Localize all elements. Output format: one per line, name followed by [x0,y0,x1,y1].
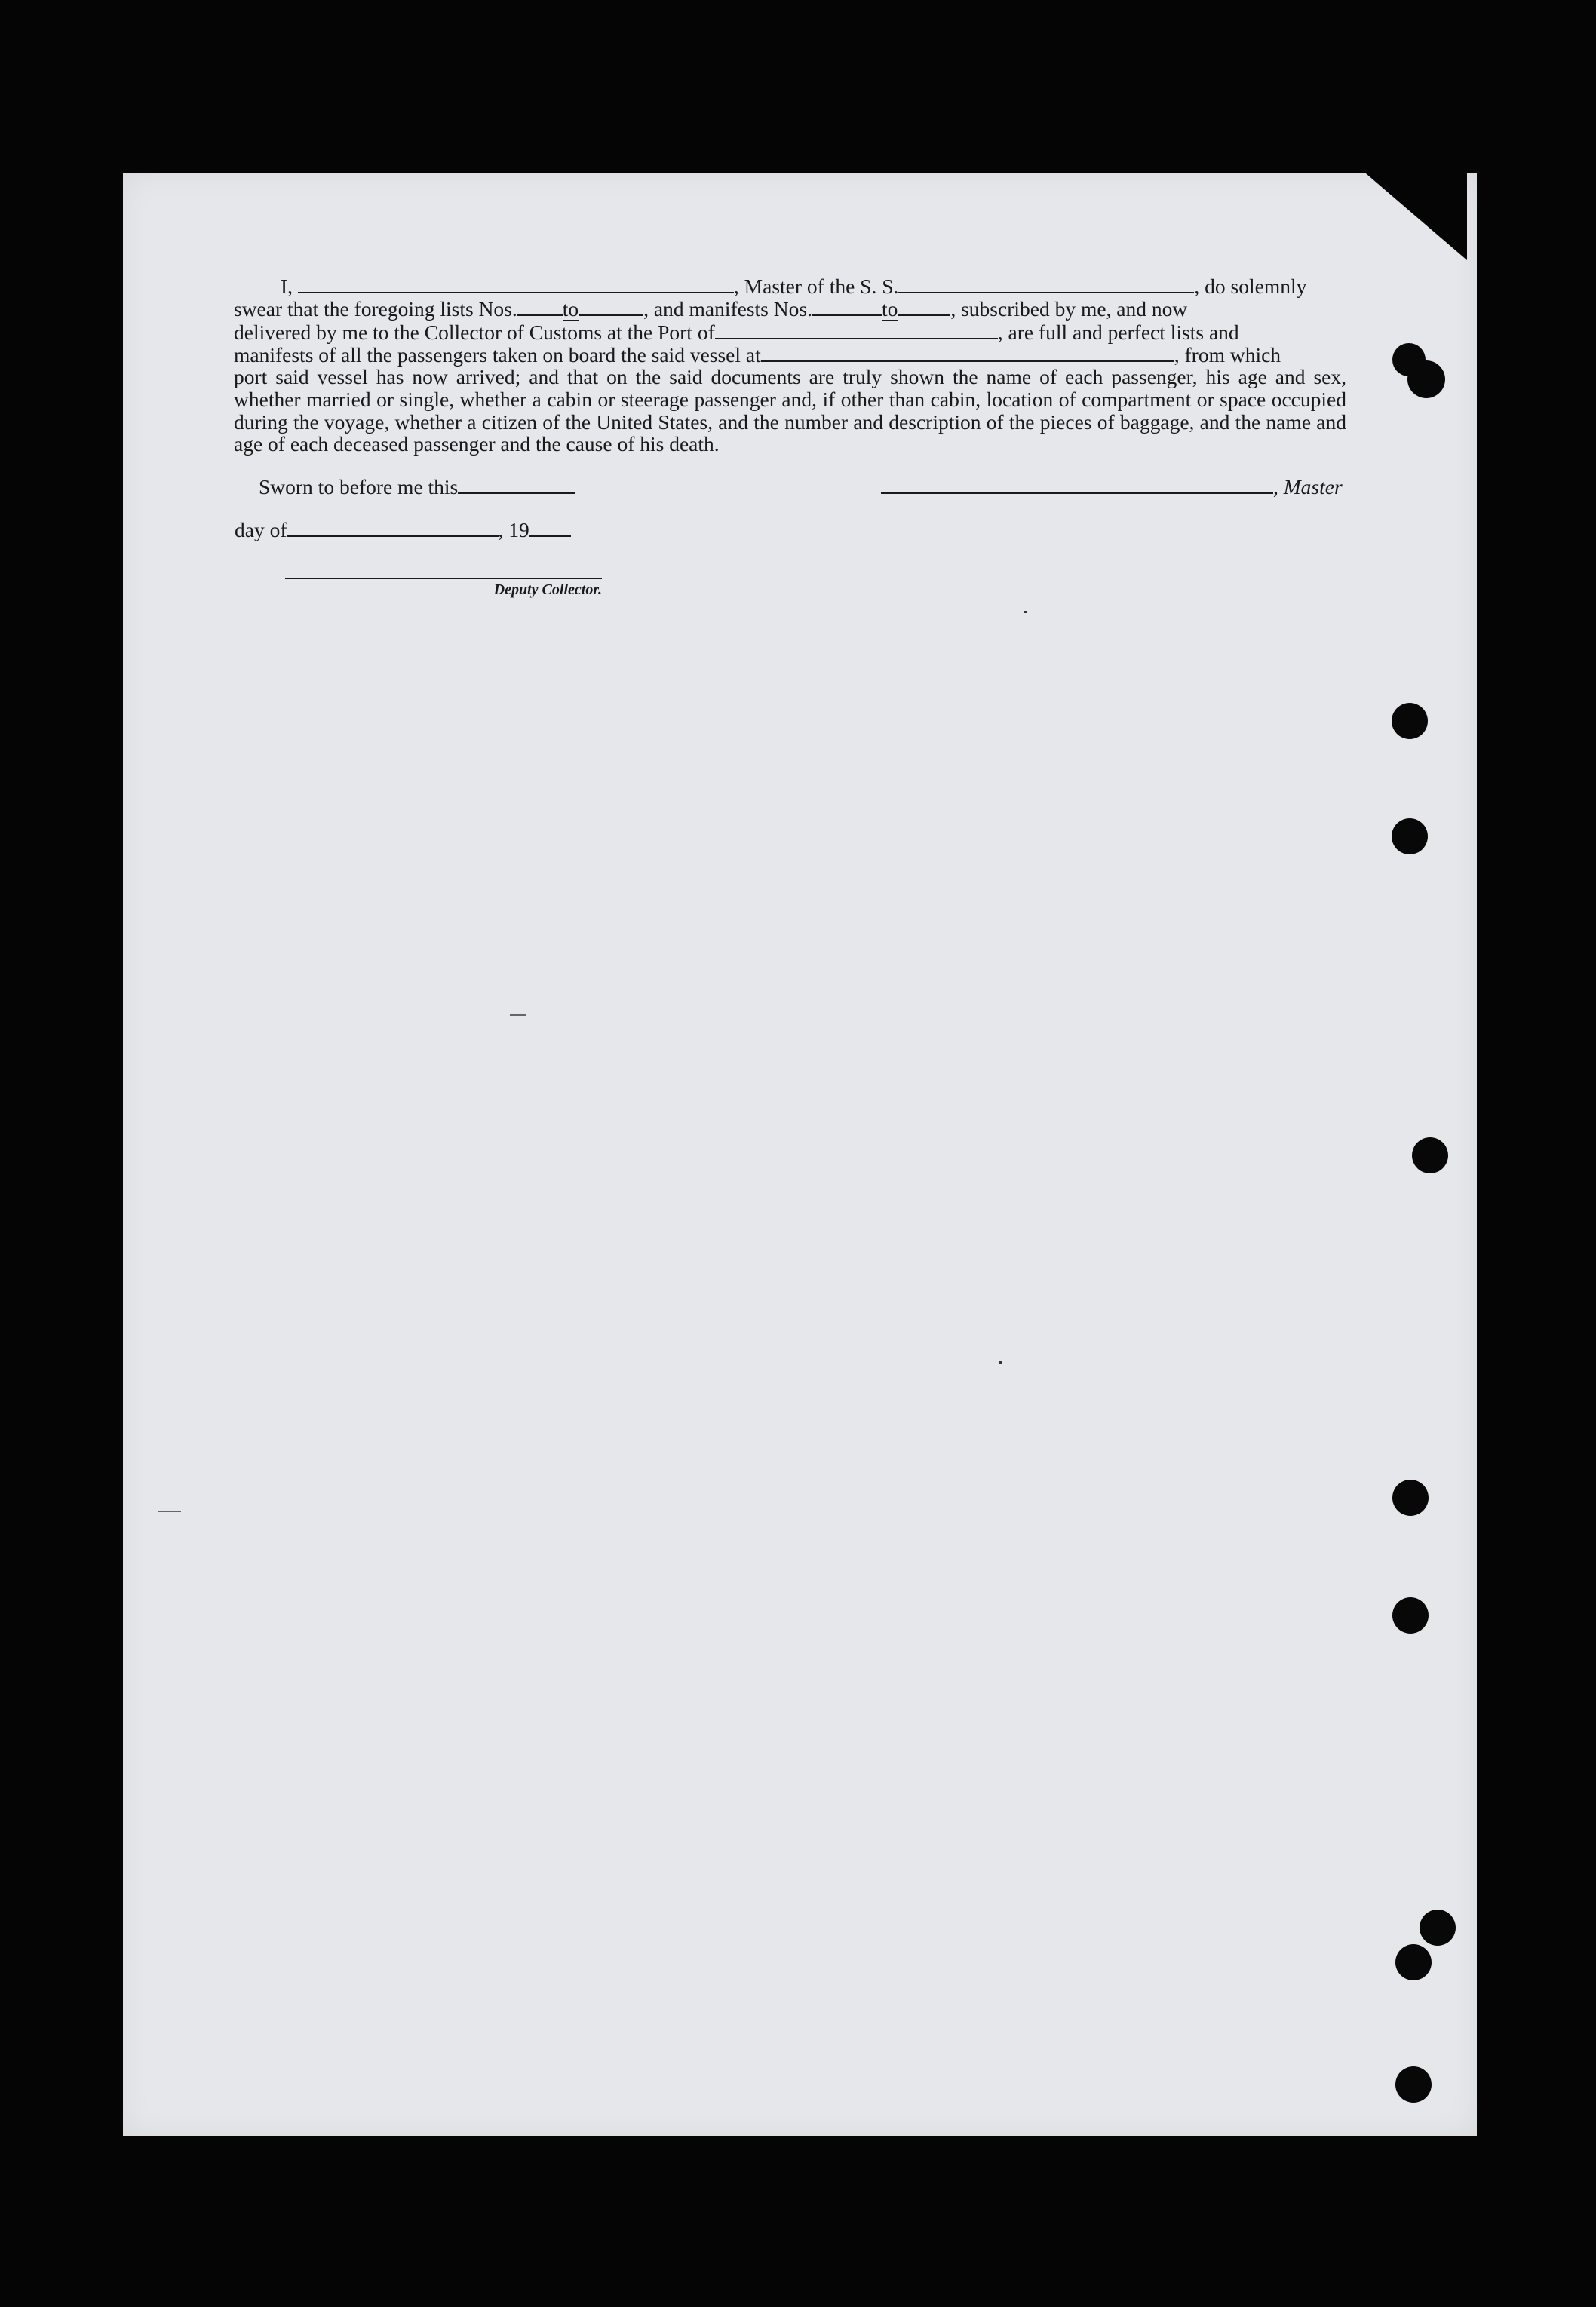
speck [1024,611,1027,613]
punch-hole [1395,2066,1432,2103]
master-label: , Master [1273,475,1343,499]
oath-line1-end: , do solemnly [1194,275,1307,298]
speck [510,1014,526,1016]
deputy-collector-label: Deputy Collector. [493,581,602,598]
document-page [123,173,1477,2136]
ship-name-blank [898,275,1194,293]
oath-line1-mid: , Master of the S. S. [733,275,899,298]
oath-line2-to2: to [881,296,898,321]
torn-corner [1361,170,1467,260]
deputy-signature-line [285,578,602,579]
punch-hole [1420,1910,1456,1946]
year-blank [529,519,571,537]
embark-port-blank [761,344,1174,362]
oath-line3-a: delivered by me to the Collector of Customs at the Port of [234,321,715,345]
oath-line2-to1: to [562,296,579,321]
oath-line4-b: , from which [1174,342,1281,367]
oath-line3-b: , are full and perfect lists and [997,321,1239,345]
sworn-line [259,475,575,499]
oath-paragraph [234,275,1346,456]
day-of-line [235,518,571,542]
day-of-label: day of [235,518,287,541]
punch-hole [1395,1944,1432,1980]
port-blank [715,321,998,339]
master-name-blank [298,275,734,293]
master-signature-blank [881,476,1273,494]
oath-line2-b: , and manifests Nos. [643,296,812,321]
sworn-label: Sworn to before me this [259,475,459,499]
sworn-day-blank [458,476,575,494]
year-label: , 19 [498,518,529,541]
punch-hole [1392,1480,1429,1516]
speck [158,1511,181,1512]
punch-hole [1392,818,1428,854]
oath-line2-a: swear that the foregoing lists Nos. [234,296,517,321]
lists-to-blank [579,298,643,316]
month-blank [287,519,499,537]
oath-line1-prefix: I, [281,275,293,298]
master-signature-line [881,475,1343,499]
punch-hole [1412,1137,1448,1173]
manifests-from-blank [812,298,882,316]
oath-line4-a: manifests of all the passengers taken on board the said vessel at [234,342,761,367]
speck [999,1361,1002,1364]
manifests-to-blank [898,298,950,316]
oath-rest: port said vessel has now arrived; and that on the said documents are truly shown the name of each passenger, his age and sex, whether married or single, whether a cabin or steerage passenger and, if other than cabin, location of compartment or space occupied during the voyage, whether a citizen of the United States, and the number and description of the pieces of baggage, and the name and age of each deceased passenger and the cause of his death. [234,365,1346,456]
punch-hole [1392,703,1428,739]
punch-hole [1392,1597,1429,1634]
lists-from-blank [517,298,563,316]
punch-hole [1407,360,1445,398]
oath-line2-c: , subscribed by me, and now [950,296,1188,321]
